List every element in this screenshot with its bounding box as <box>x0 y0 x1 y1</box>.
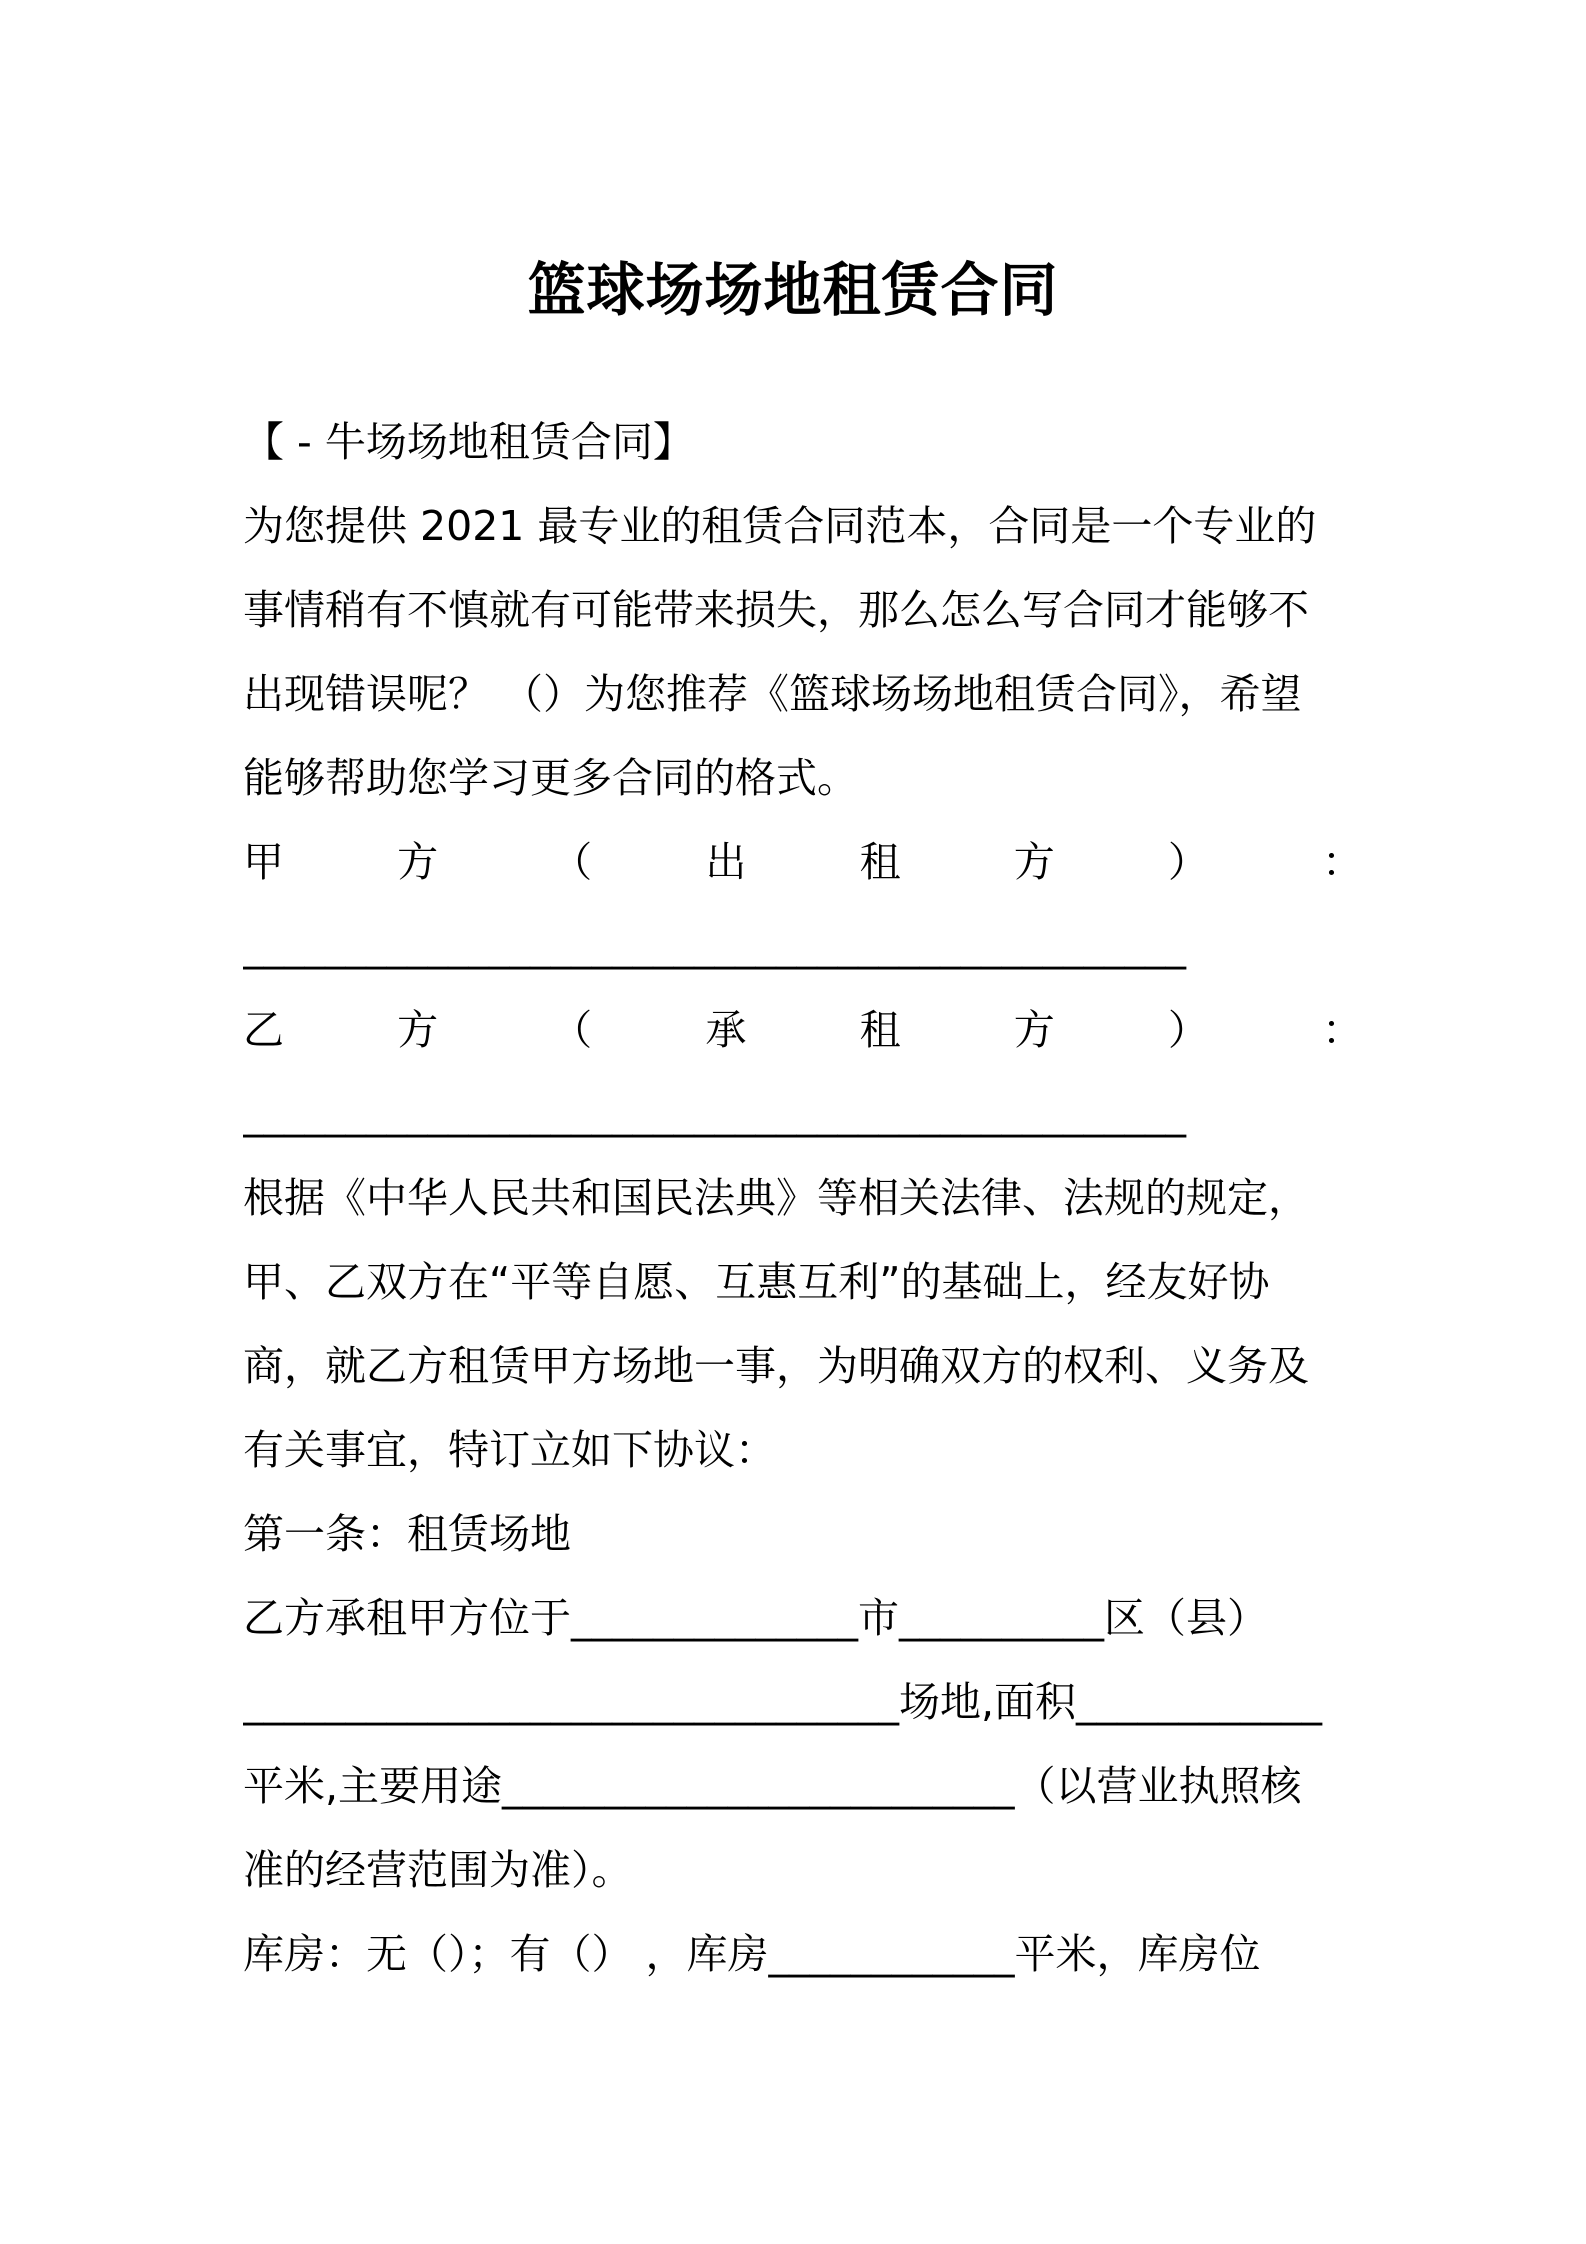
paragraph-line: 根据《中华人民共和国民法典》等相关法律、法规的规定， <box>243 1174 1309 1222</box>
paragraph-line: 有关事宜，特订立如下协议： <box>243 1426 776 1474</box>
party-b-char: ： <box>1321 1006 1363 1054</box>
article-heading: 第一条：租赁场地 <box>243 1510 571 1558</box>
party-a-char: ） <box>1167 838 1209 886</box>
paragraph-line: 为您提供 2021 最专业的租赁合同范本，合同是一个专业的 <box>243 502 1317 550</box>
paragraph-line: 库房：无（）；有（） ，库房____________平米，库房位 <box>243 1930 1261 1978</box>
paragraph-line: 能够帮助您学习更多合同的格式。 <box>243 754 858 802</box>
party-b-char: ） <box>1167 1006 1209 1054</box>
party-a-char: 方 <box>1013 838 1055 886</box>
party-b-blank: ______________________________________________ <box>243 1090 1186 1138</box>
party-a-char: 甲 <box>243 838 284 886</box>
paragraph-line: 事情稍有不慎就有可能带来损失，那么怎么写合同才能够不 <box>243 586 1309 634</box>
party-b-char: 方 <box>1013 1006 1055 1054</box>
paragraph-line: 平米,主要用途_________________________（以营业执照核 <box>243 1762 1302 1810</box>
paragraph-line: 甲、乙双方在“平等自愿、互惠互利”的基础上，经友好协 <box>243 1258 1270 1306</box>
party-a-char: 方 <box>397 838 439 886</box>
paragraph-line: 出现错误呢？ （）为您推荐《篮球场场地租赁合同》，希望 <box>243 670 1302 718</box>
party-a-blank: ______________________________________________ <box>243 922 1186 970</box>
paragraph-line: 乙方承租甲方位于______________市__________区（县） <box>243 1594 1268 1642</box>
party-a-char: 出 <box>705 838 747 886</box>
document-title: 篮球场场地租赁合同 <box>527 256 1059 324</box>
party-b-char: （ <box>551 1006 593 1054</box>
paragraph-line: 准的经营范围为准）。 <box>243 1846 633 1894</box>
party-b-char: 租 <box>859 1006 901 1054</box>
paragraph-line: 商，就乙方租赁甲方场地一事，为明确双方的权利、义务及 <box>243 1342 1309 1390</box>
party-a-char: 租 <box>859 838 901 886</box>
party-b-char: 承 <box>705 1006 747 1054</box>
party-a-char: （ <box>551 838 593 886</box>
party-a-char: ： <box>1321 838 1363 886</box>
contract-subtitle: 【 - 牛场场地租赁合同】 <box>243 418 694 466</box>
party-b-char: 乙 <box>243 1006 284 1054</box>
paragraph-line: ________________________________场地,面积____________ <box>243 1678 1323 1726</box>
party-b-label <box>243 1000 1363 1060</box>
party-a-label <box>243 832 1363 892</box>
party-b-char: 方 <box>397 1006 439 1054</box>
